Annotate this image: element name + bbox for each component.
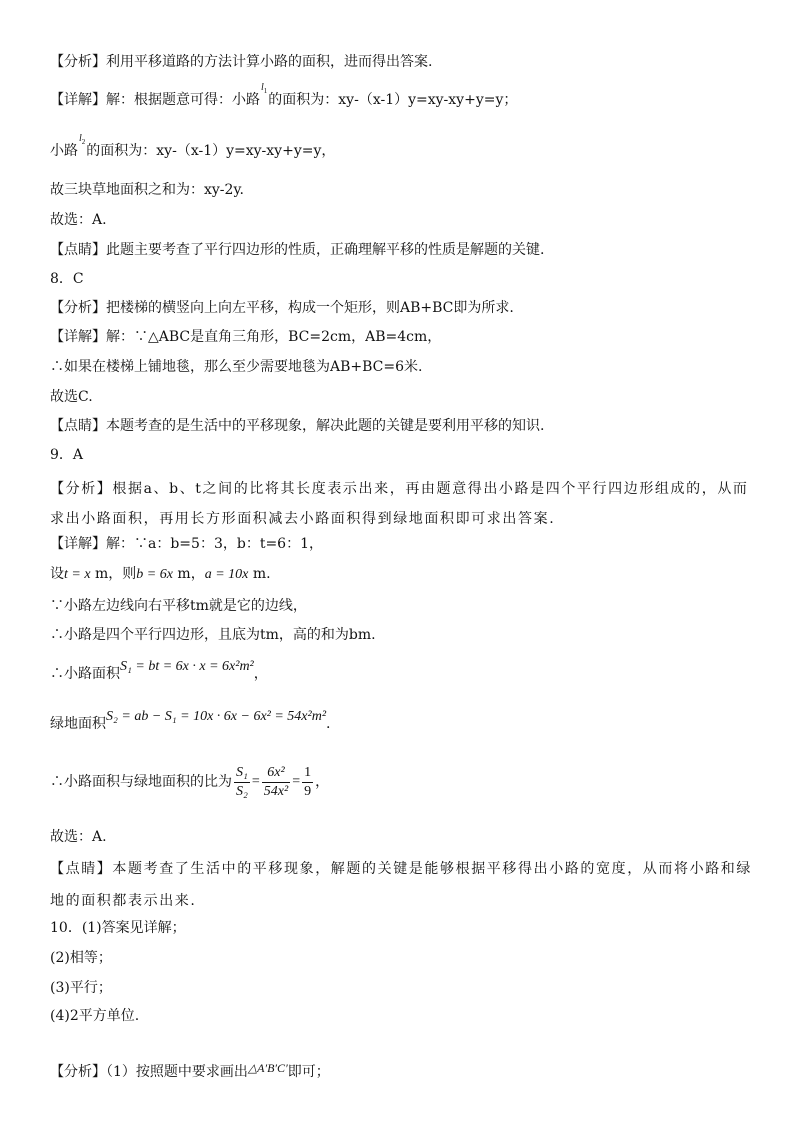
- q9-analysis: 【分析】根据a、b、t之间的比将其长度表示出来，再由题意得出小路是四个平行四边形组成的，从而求出小路面积，再用长方形面积减去小路面积得到绿地面积即可求出答案.: [50, 481, 749, 527]
- q7-l2-prefix: 小路: [50, 143, 78, 159]
- l1-symbol: [261, 78, 267, 98]
- ratio-fraction-1: [234, 764, 250, 801]
- ratio-suffix: ，: [315, 774, 330, 790]
- q7-choose: 故选：A.: [50, 212, 107, 228]
- q10-answer-3: (3)平行；: [50, 980, 112, 996]
- ratio-den-1: S₂: [236, 783, 248, 799]
- ratio-fraction-3: [302, 764, 313, 801]
- ratio-num-2: 6x²: [262, 764, 290, 783]
- q8-detail: 【详解】解：∵△ABC是直角三角形，BC=2cm，AB=4cm，: [50, 329, 442, 345]
- q9-shift: ∵小路左边线向右平移tm就是它的边线，: [50, 598, 307, 614]
- q7-l2-rest: 的面积为：xy-（x-1）y=xy-xy+y=y，: [86, 143, 336, 159]
- ratio-den-3: 9: [304, 783, 312, 799]
- q10-analysis-prefix: 【分析】（1）按照题中要求画出: [50, 1064, 248, 1080]
- set-unit-1: m，则: [90, 566, 137, 582]
- l2-subscript: 2: [81, 138, 86, 146]
- q7-detail-rest: 的面积为：xy-（x-1）y=xy-xy+y=y；: [268, 92, 518, 108]
- q9-set: [50, 564, 271, 585]
- set-a-eq: a = 10x: [204, 567, 249, 582]
- set-b-eq: b = 6x: [136, 567, 173, 582]
- q10-analysis: [50, 1062, 330, 1082]
- green-area-suffix: .: [326, 716, 331, 732]
- q7-total: 故三块草地面积之和为：xy-2y.: [50, 182, 244, 198]
- l2-symbol: [79, 129, 85, 149]
- ratio-den-2: 54x²: [263, 783, 289, 799]
- set-t-eq: t = x: [64, 567, 91, 582]
- q9-parallelogram: ∴小路是四个平行四边形，且底为tm，高的和为bm.: [50, 627, 376, 643]
- q7-detail-prefix: 【详解】解：根据题意可得：小路: [50, 92, 260, 108]
- q9-comment: 【点睛】本题考查了生活中的平移现象，解题的关键是能够根据平移得出小路的宽度，从而将小路和绿地的面积都表示出来.: [50, 861, 752, 909]
- q9-ratio: [50, 760, 329, 804]
- ratio-eq-2: =: [292, 774, 301, 789]
- q10-number: 10．(1)答案见详解；: [50, 920, 186, 936]
- l2-letter: l: [79, 133, 82, 144]
- green-area-prefix: 绿地面积: [50, 716, 106, 732]
- road-area-formula: S₁ = bt = 6x · x = 6x²m²: [120, 659, 254, 674]
- q9-number: 9．A: [50, 447, 84, 463]
- q7-l2: [50, 133, 336, 163]
- q8-analysis: 【分析】把楼梯的横竖向上向左平移，构成一个矩形，则AB+BC即为所求.: [50, 300, 514, 316]
- road-area-suffix: ，: [253, 666, 268, 682]
- q8-choose: 故选C.: [50, 389, 93, 405]
- q9-green-area: [50, 709, 331, 735]
- l1-letter: l: [261, 82, 264, 93]
- q9-detail: 【详解】解：∵a：b=5：3，b：t=6：1，: [50, 536, 323, 552]
- ratio-num-1: S₁: [234, 764, 250, 783]
- q8-therefore: ∴如果在楼梯上铺地毯，那么至少需要地毯为AB+BC=6米.: [50, 359, 423, 375]
- set-prefix: 设: [50, 566, 64, 582]
- road-area-prefix: ∴小路面积: [50, 666, 120, 682]
- q7-analysis: 【分析】利用平移道路的方法计算小路的面积，进而得出答案.: [50, 54, 433, 70]
- q10-triangle: △A′B′C′: [247, 1061, 288, 1075]
- q10-analysis-suffix: 即可；: [287, 1064, 330, 1080]
- q8-comment: 【点睛】本题考查的是生活中的平移现象，解决此题的关键是要利用平移的知识.: [50, 418, 545, 434]
- q9-choose: 故选：A.: [50, 829, 107, 845]
- ratio-prefix: ∴小路面积与绿地面积的比为: [50, 774, 232, 790]
- q8-number: 8．C: [50, 271, 84, 287]
- ratio-num-3: 1: [302, 764, 313, 783]
- q10-answer-4: (4)2平方单位.: [50, 1008, 140, 1024]
- ratio-fraction-2: [262, 764, 290, 801]
- q7-comment: 【点睛】此题主要考查了平行四边形的性质，正确理解平移的性质是解题的关键.: [50, 242, 545, 258]
- set-unit-3: m.: [248, 566, 271, 582]
- green-area-formula: S₂ = ab − S₁ = 10x · 6x − 6x² = 54x²m²: [106, 709, 327, 724]
- set-unit-2: m，: [172, 566, 205, 582]
- l1-subscript: 1: [263, 87, 268, 95]
- q9-road-area: [50, 659, 268, 685]
- ratio-eq-1: =: [251, 774, 260, 789]
- q7-detail: [50, 82, 518, 112]
- q10-answer-2: (2)相等；: [50, 950, 112, 966]
